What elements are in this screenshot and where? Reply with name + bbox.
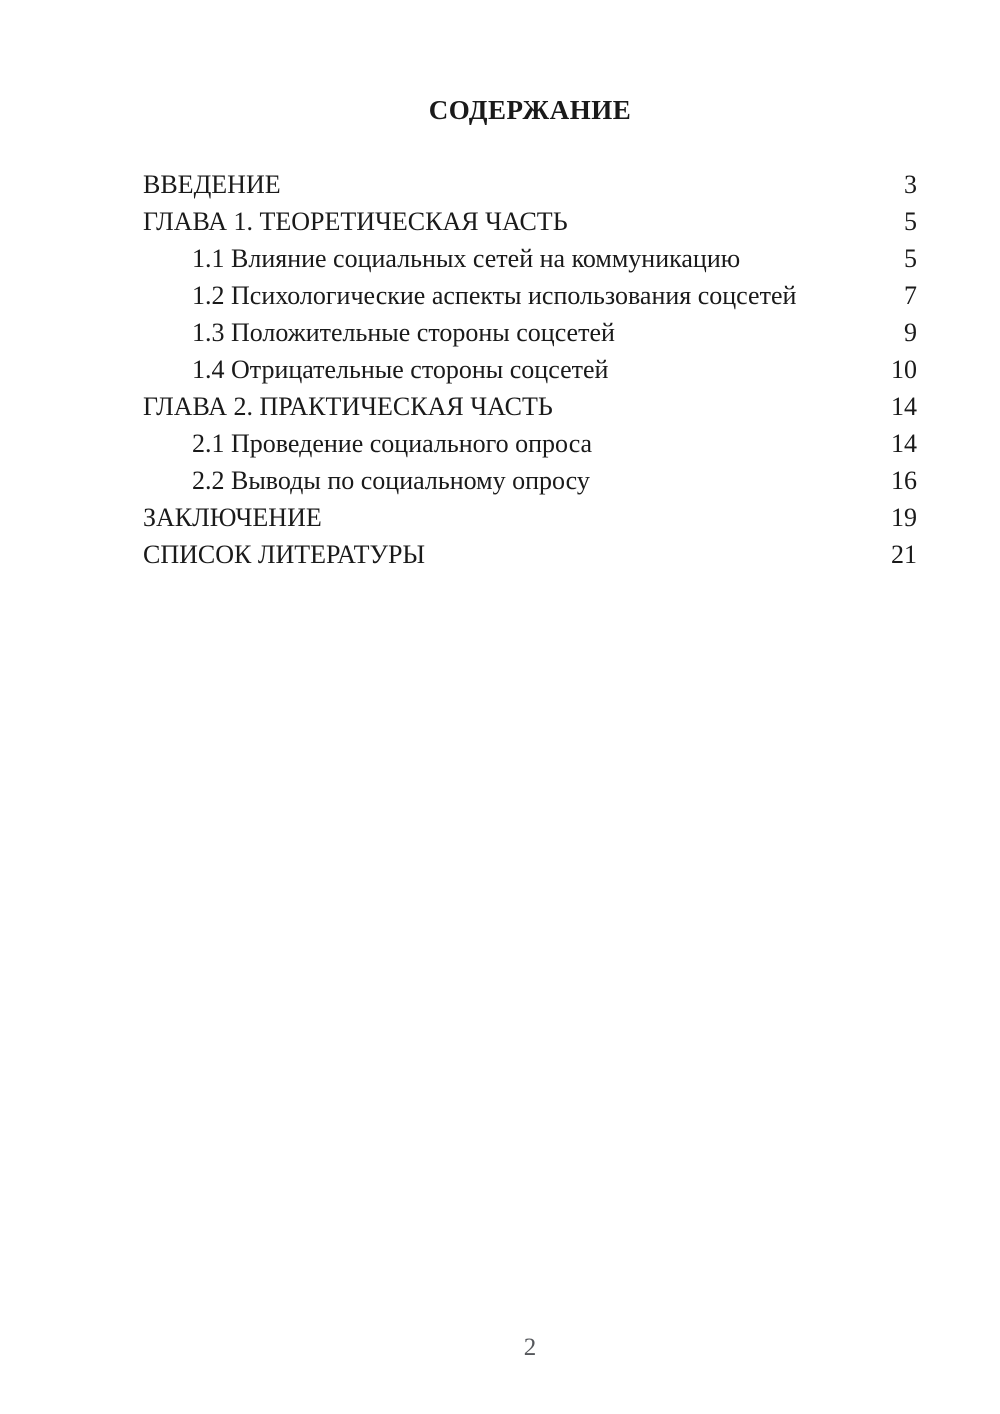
toc-entry[interactable]: [143, 203, 917, 240]
toc-entry-page: 14: [891, 392, 917, 421]
toc-entry-label[interactable]: 1.2 Психологические аспекты использования соцсетей: [192, 281, 797, 310]
page-title: СОДЕРЖАНИЕ: [428, 95, 632, 125]
toc-entry-page: 9: [904, 318, 917, 347]
toc-entry[interactable]: [143, 499, 917, 536]
toc-entry-page: 10: [891, 355, 917, 384]
toc-entry-label[interactable]: ГЛАВА 2. ПРАКТИЧЕСКАЯ ЧАСТЬ: [143, 392, 553, 421]
toc-entry-label[interactable]: 2.2 Выводы по социальному опросу: [192, 466, 590, 495]
toc-entry-page: 5: [904, 244, 917, 273]
toc-entry-page: 21: [891, 540, 917, 569]
toc-entry[interactable]: [143, 277, 917, 314]
toc-entry-label[interactable]: 1.3 Положительные стороны соцсетей: [192, 318, 615, 347]
toc-entry-label[interactable]: ЗАКЛЮЧЕНИЕ: [143, 503, 322, 532]
toc-entry-page: 3: [904, 170, 917, 199]
toc-entry[interactable]: [143, 462, 917, 499]
table-of-contents: [143, 166, 917, 573]
toc-entry[interactable]: [143, 388, 917, 425]
footer-page-number: 2: [523, 1334, 537, 1361]
toc-entry[interactable]: [143, 351, 917, 388]
toc-entry-label[interactable]: 1.4 Отрицательные стороны соцсетей: [192, 355, 609, 384]
toc-entry-label[interactable]: СПИСОК ЛИТЕРАТУРЫ: [143, 540, 426, 569]
toc-entry-label[interactable]: 2.1 Проведение социального опроса: [192, 429, 593, 458]
toc-entry[interactable]: [143, 240, 917, 277]
toc-entry-page: 19: [891, 503, 917, 532]
toc-entry[interactable]: [143, 425, 917, 462]
content-area: [0, 0, 1000, 573]
toc-entry[interactable]: [143, 536, 917, 573]
toc-entry-label[interactable]: ВВЕДЕНИЕ: [143, 170, 281, 199]
toc-entry[interactable]: [143, 314, 917, 351]
toc-entry-page: 5: [904, 207, 917, 236]
toc-entry-label[interactable]: ГЛАВА 1. ТЕОРЕТИЧЕСКАЯ ЧАСТЬ: [143, 207, 568, 236]
toc-entry[interactable]: [143, 166, 917, 203]
toc-entry-page: 16: [891, 466, 917, 495]
toc-entry-page: 7: [904, 281, 917, 310]
toc-entry-label[interactable]: 1.1 Влияние социальных сетей на коммуникацию: [192, 244, 741, 273]
toc-entry-page: 14: [891, 429, 917, 458]
